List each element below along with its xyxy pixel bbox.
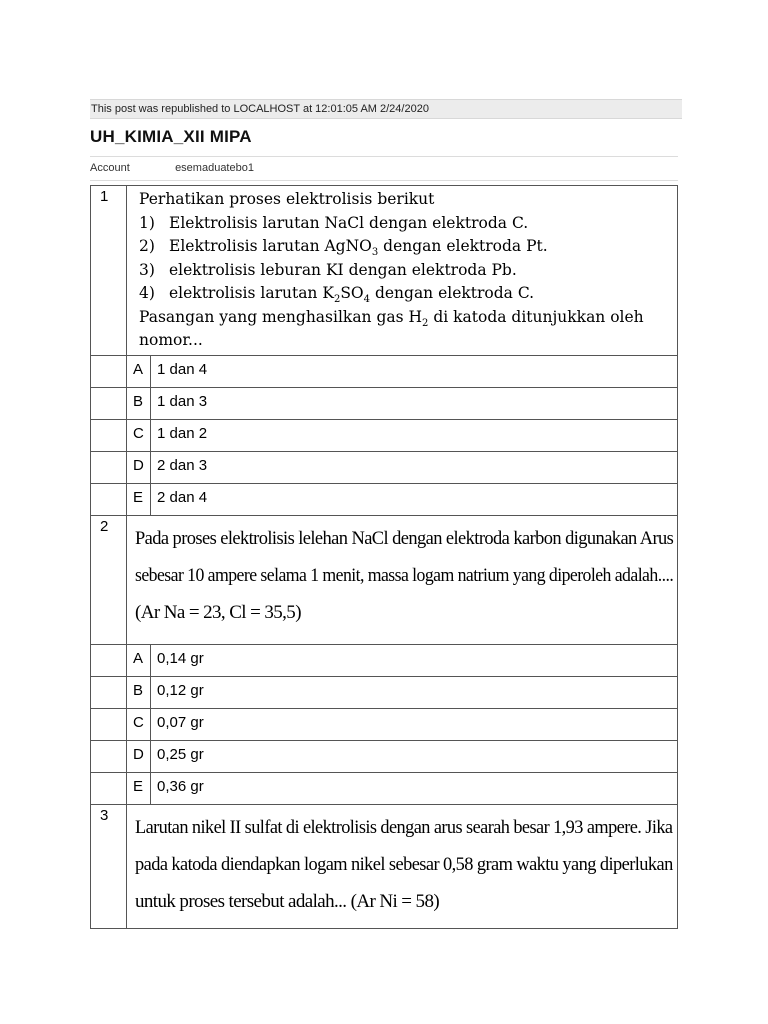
option-row[interactable] [91, 772, 678, 804]
option-row[interactable] [91, 676, 678, 708]
option-letter: B [127, 676, 151, 708]
question-row-3 [91, 804, 678, 928]
option-letter: C [127, 708, 151, 740]
option-text[interactable]: 0,14 gr [151, 644, 678, 676]
question-row-2 [91, 515, 678, 644]
option-spacer [91, 708, 127, 740]
question-number: 1 [91, 186, 127, 356]
option-text[interactable]: 1 dan 4 [151, 355, 678, 387]
option-text[interactable]: 0,07 gr [151, 708, 678, 740]
question-text-1 [127, 186, 678, 356]
question-number: 2 [91, 515, 127, 644]
question-intro: Perhatikan proses elektrolisis berikut [139, 190, 435, 208]
option-spacer [91, 772, 127, 804]
option-spacer [91, 387, 127, 419]
option-letter: C [127, 419, 151, 451]
question-line: Larutan nikel II sulfat di elektrolisis dengan arus searah besar 1,93 ampere. Jika [135, 816, 673, 838]
option-letter: E [127, 483, 151, 515]
account-label: Account [90, 162, 130, 174]
option-row[interactable] [91, 355, 678, 387]
option-text[interactable]: 1 dan 3 [151, 387, 678, 419]
account-row [90, 162, 254, 174]
process-item-3: 3) elektrolisis leburan KI dengan elektroda Pb. [139, 260, 517, 279]
option-letter: D [127, 451, 151, 483]
question-row-1 [91, 186, 678, 356]
option-letter: B [127, 387, 151, 419]
question-line: (Ar Na = 23, Cl = 35,5) [135, 601, 301, 623]
question-line: pada katoda diendapkan logam nikel sebesar 0,58 gram waktu yang diperlukan [135, 853, 673, 875]
option-spacer [91, 740, 127, 772]
page-title: UH_KIMIA_XII MIPA [90, 127, 252, 146]
question-prompt: Pasangan yang menghasilkan gas $H_2$ di katoda ditunjukkan oleh nomor... [139, 307, 644, 349]
option-row[interactable] [91, 483, 678, 515]
option-text[interactable]: 0,12 gr [151, 676, 678, 708]
option-row[interactable] [91, 740, 678, 772]
question-line: sebesar 10 ampere selama 1 menit, massa logam natrium yang diperoleh adalah.... [135, 564, 674, 586]
option-text[interactable]: 1 dan 2 [151, 419, 678, 451]
option-letter: A [127, 355, 151, 387]
option-spacer [91, 483, 127, 515]
account-divider [90, 180, 678, 181]
option-letter: A [127, 644, 151, 676]
account-value: esemaduatebo1 [175, 162, 254, 174]
option-spacer [91, 419, 127, 451]
option-letter: E [127, 772, 151, 804]
question-text-2 [127, 515, 678, 644]
option-text[interactable]: 0,36 gr [151, 772, 678, 804]
question-text-3 [127, 804, 678, 928]
quiz-table [90, 185, 678, 929]
option-spacer [91, 676, 127, 708]
option-text[interactable]: 0,25 gr [151, 740, 678, 772]
option-row[interactable] [91, 387, 678, 419]
option-row[interactable] [91, 419, 678, 451]
option-row[interactable] [91, 451, 678, 483]
option-spacer [91, 451, 127, 483]
question-line: Pada proses elektrolisis lelehan NaCl dengan elektroda karbon digunakan Arus [135, 527, 674, 549]
republish-notice: This post was republished to LOCALHOST at 12:01:05 AM 2/24/2020 [90, 99, 682, 119]
option-spacer [91, 644, 127, 676]
title-divider [90, 156, 678, 157]
question-line: untuk proses tersebut adalah... (Ar Ni = 58) [135, 890, 440, 912]
option-text[interactable]: 2 dan 4 [151, 483, 678, 515]
option-letter: D [127, 740, 151, 772]
option-row[interactable] [91, 644, 678, 676]
option-text[interactable]: 2 dan 3 [151, 451, 678, 483]
option-row[interactable] [91, 708, 678, 740]
process-item-4: 4) elektrolisis larutan $K_2SO_4$ dengan elektroda C. [139, 284, 535, 306]
process-item-2: 2) Elektrolisis larutan AgNO$_3$ dengan elektroda Pt. [139, 237, 548, 259]
option-spacer [91, 355, 127, 387]
question-number: 3 [91, 804, 127, 928]
process-item-1: 1) Elektrolisis larutan NaCl dengan elektroda C. [139, 213, 529, 232]
